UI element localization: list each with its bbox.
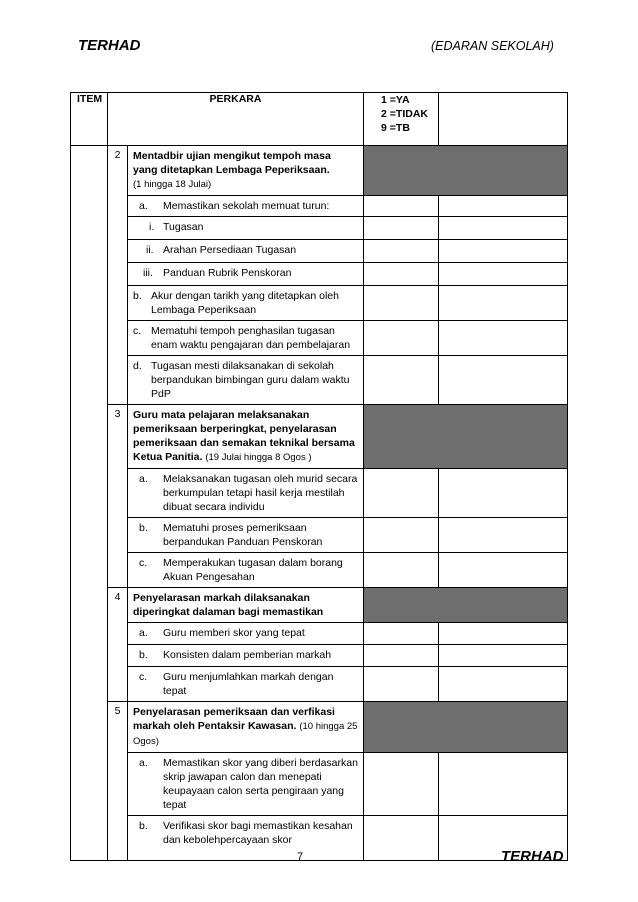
table-row — [71, 623, 568, 645]
list-item: a. Guru memberi skor yang tepat — [128, 623, 364, 645]
item-number: 2 — [108, 146, 128, 405]
list-item: b. Verifikasi skor bagi memastikan kesahan dan kebolehpercayaan skor — [128, 816, 364, 861]
list-item: b. Mematuhi proses pemeriksaan berpandukan Panduan Penskoran — [128, 518, 364, 553]
answer-cell[interactable] — [364, 217, 439, 240]
item-column-cell — [71, 146, 108, 861]
table-row — [71, 588, 568, 623]
remark-cell[interactable] — [439, 469, 568, 518]
answer-cell[interactable] — [364, 623, 439, 645]
table-row — [71, 667, 568, 702]
col-header-codes — [364, 93, 439, 146]
answer-cell[interactable] — [364, 667, 439, 702]
remark-cell[interactable] — [439, 518, 568, 553]
section-heading: Penyelarasan markah dilaksanakan diperingkat dalaman bagi memastikan — [128, 588, 364, 623]
remark-cell[interactable] — [439, 356, 568, 405]
answer-cell[interactable] — [364, 518, 439, 553]
remark-cell[interactable] — [439, 240, 568, 263]
section-heading: Penyelarasan pemeriksaan dan verfikasi markah oleh Pentaksir Kawasan. (10 hingga 25 Ogos) — [128, 702, 364, 753]
table-header-row — [71, 93, 568, 146]
remark-cell[interactable] — [439, 667, 568, 702]
code-tidak: 2 =TIDAK — [381, 108, 428, 120]
table-row — [71, 405, 568, 469]
item-number: 5 — [108, 702, 128, 861]
remark-cell[interactable] — [439, 263, 568, 286]
table-row — [71, 753, 568, 816]
remark-cell[interactable] — [439, 623, 568, 645]
table-row — [71, 356, 568, 405]
table-row — [71, 217, 568, 240]
table-row — [71, 553, 568, 588]
section-heading: Guru mata pelajaran melaksanakan pemeriksaan berperingkat, penyelarasan pemeriksaan dan semakan teknikal bersama Ketua Panitia. (19 Julai hingga 8 Ogos ) — [128, 405, 364, 469]
remark-cell[interactable] — [439, 645, 568, 667]
table-row — [71, 286, 568, 321]
table-row — [71, 196, 568, 217]
shaded-cell — [364, 146, 568, 196]
answer-cell[interactable] — [364, 753, 439, 816]
table-row — [71, 146, 568, 196]
list-item: b. Konsisten dalam pemberian markah — [128, 645, 364, 667]
footer-classification: TERHAD — [501, 848, 564, 865]
list-item: d. Tugasan mesti dilaksanakan di sekolah berpandukan bimbingan guru dalam waktu PdP — [128, 356, 364, 405]
table-row — [71, 321, 568, 356]
answer-cell[interactable] — [364, 553, 439, 588]
remark-cell[interactable] — [439, 753, 568, 816]
answer-cell[interactable] — [364, 286, 439, 321]
item-number: 4 — [108, 588, 128, 702]
table-row — [71, 702, 568, 753]
code-ya: 1 =YA — [381, 94, 410, 106]
header-classification: TERHAD — [78, 37, 141, 54]
list-item: iii. Panduan Rubrik Penskoran — [128, 263, 364, 286]
remark-cell[interactable] — [439, 321, 568, 356]
col-header-item: ITEM — [71, 93, 108, 146]
remark-cell[interactable] — [439, 553, 568, 588]
checklist-table — [70, 92, 568, 861]
answer-cell[interactable] — [364, 356, 439, 405]
list-item: c. Memperakukan tugasan dalam borang Akuan Pengesahan — [128, 553, 364, 588]
section-heading: Mentadbir ujian mengikut tempoh masa yang ditetapkan Lembaga Peperiksaan. (1 hingga 18 Julai) — [128, 146, 364, 196]
remark-cell[interactable] — [439, 286, 568, 321]
item-number: 3 — [108, 405, 128, 588]
answer-cell[interactable] — [364, 196, 439, 217]
list-item: c. Mematuhi tempoh penghasilan tugasan enam waktu pengajaran dan pembelajaran — [128, 321, 364, 356]
table-row — [71, 645, 568, 667]
shaded-cell — [364, 588, 568, 623]
list-item: c. Guru menjumlahkan markah dengan tepat — [128, 667, 364, 702]
list-item: i. Tugasan — [128, 217, 364, 240]
col-header-perkara: PERKARA — [108, 93, 364, 146]
answer-cell[interactable] — [364, 469, 439, 518]
table-row — [71, 263, 568, 286]
table-row — [71, 816, 568, 861]
list-item: a. Memastikan sekolah memuat turun: — [128, 196, 364, 217]
list-item: b. Akur dengan tarikh yang ditetapkan oleh Lembaga Peperiksaan — [128, 286, 364, 321]
page-number: 7 — [297, 851, 304, 863]
list-item: a. Melaksanakan tugasan oleh murid secara berkumpulan tetapi hasil kerja mestilah dibuat secara individu — [128, 469, 364, 518]
answer-cell[interactable] — [364, 816, 439, 861]
shaded-cell — [364, 702, 568, 753]
list-item: a. Memastikan skor yang diberi berdasarkan skrip jawapan calon dan menepati keupayaan calon serta pengiraan yang tepat — [128, 753, 364, 816]
col-header-blank — [439, 93, 568, 146]
header-distribution: (EDARAN SEKOLAH) — [431, 39, 554, 53]
table-row — [71, 469, 568, 518]
table-row — [71, 518, 568, 553]
table-row — [71, 240, 568, 263]
answer-cell[interactable] — [364, 263, 439, 286]
answer-cell[interactable] — [364, 240, 439, 263]
answer-cell[interactable] — [364, 645, 439, 667]
answer-cell[interactable] — [364, 321, 439, 356]
code-tb: 9 =TB — [381, 122, 410, 134]
remark-cell[interactable] — [439, 196, 568, 217]
shaded-cell — [364, 405, 568, 469]
list-item: ii. Arahan Persediaan Tugasan — [128, 240, 364, 263]
remark-cell[interactable] — [439, 217, 568, 240]
